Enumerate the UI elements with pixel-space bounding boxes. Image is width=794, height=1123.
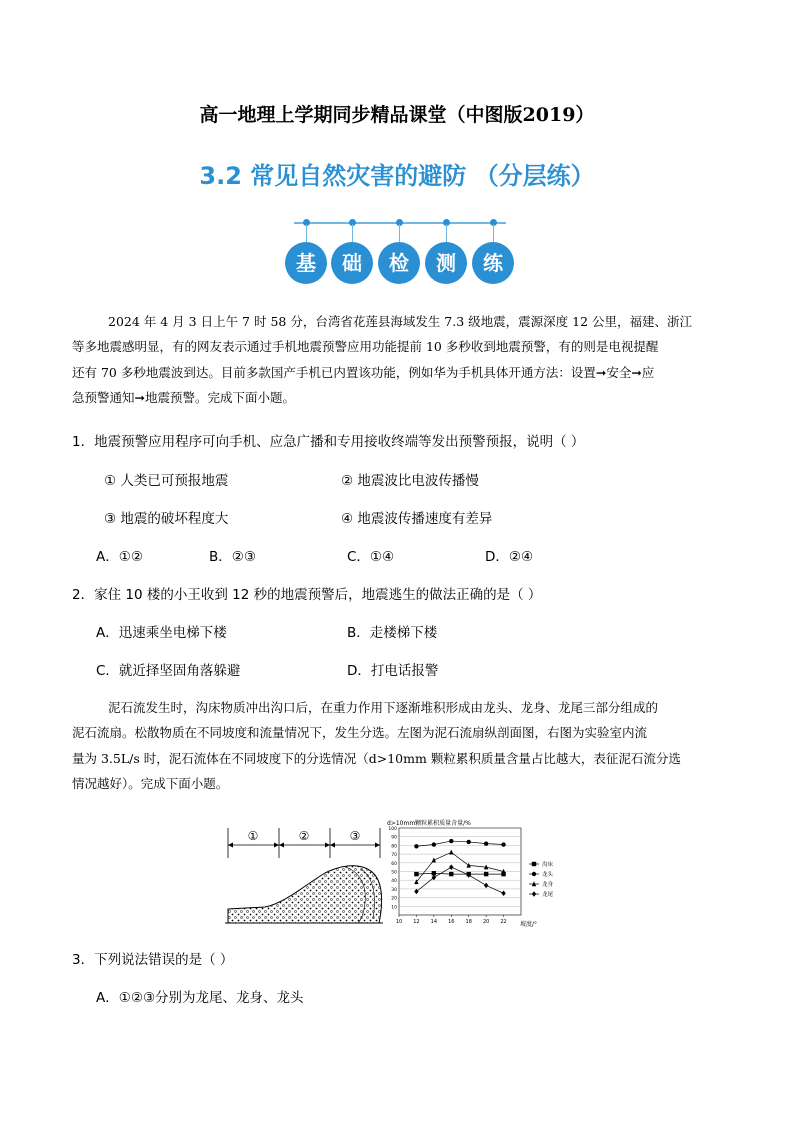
chart-point [501, 842, 505, 846]
passage-debris-flow-cont [72, 720, 722, 797]
passage-line: 还有 70 多秒地震波到达。目前多款国产手机已内置该功能，例如华为手机具体开通方法：设置➞安全➞应 [72, 364, 655, 380]
q1-choice-d[interactable]: D．②④ [485, 549, 534, 565]
q1-choice-b[interactable]: B．②③ [209, 549, 256, 565]
passage-line: 泥石流扇。松散物质在不同坡度和流量情况下，发生分选。左图为泥石流扇纵剖面图，右图为实验室内流 [72, 725, 648, 740]
chart-point [484, 841, 488, 845]
passage-line: 量为 3.5L/s 时，泥石流体在不同坡度下的分选情况（d>10mm 颗粒累积质量含量占比越大，表征泥石流分选 [72, 750, 681, 766]
q1-statement: ② 地震波比电波传播慢 [341, 473, 479, 489]
chart-series-line [416, 873, 503, 874]
section-badge: 础 [331, 242, 373, 284]
chart-point [449, 839, 453, 843]
decorative-tick [446, 224, 447, 242]
chart-point [414, 844, 418, 848]
chart-xlabel: 坡度/° [520, 921, 538, 928]
chart-point [532, 872, 536, 876]
decorative-tick [352, 224, 353, 242]
passage-debris-flow [72, 695, 722, 721]
fan-zone-label: ① [247, 829, 259, 843]
passage-line: 急预警通知➞地震预警。完成下面小题。 [72, 390, 295, 405]
chart-y-tick-label: 20 [391, 896, 397, 902]
chart-y-tick-label: 90 [391, 835, 397, 841]
fan-zone-label: ② [298, 829, 310, 843]
question-3-stem: 3．下列说法错误的是（ ） [72, 952, 234, 968]
chart-legend-label: 龙头 [542, 872, 554, 878]
chart-point [532, 862, 536, 866]
q2-choice-c[interactable]: C．就近择坚固角落躲避 [96, 663, 241, 679]
chart-point [467, 840, 471, 844]
chart-x-tick-label: 16 [448, 919, 455, 925]
chart-point [449, 864, 453, 870]
q1-statement: ③ 地震的破坏程度大 [104, 511, 229, 527]
chart-legend-label: 龙尾 [542, 892, 554, 898]
chart-y-tick-label: 50 [391, 870, 397, 876]
chart-legend-label: 沟床 [542, 862, 554, 868]
passage-line: 泥石流发生时，沟床物质冲出沟口后，在重力作用下逐渐堆积形成由龙头、龙身、龙尾三部分组成的 [108, 700, 659, 715]
decorative-tick [493, 224, 494, 242]
decorative-tick [399, 224, 400, 242]
passage-earthquake [72, 309, 722, 335]
q2-choice-d[interactable]: D．打电话报警 [347, 663, 439, 679]
chart-y-tick-label: 40 [391, 879, 397, 885]
q1-choice-a[interactable]: A．①② [96, 549, 143, 565]
chart-x-tick-label: 14 [430, 919, 438, 925]
chart-point [432, 842, 436, 846]
chart-ylabel: d>10mm颗粒累积质量含量/% [387, 820, 471, 827]
chart-y-tick-label: 70 [391, 853, 397, 859]
fan-zone-label: ③ [349, 829, 361, 843]
chart-point [532, 891, 536, 897]
q1-choice-c[interactable]: C．①④ [347, 549, 395, 565]
chart-x-tick-label: 12 [413, 919, 420, 925]
passage-line: 等多地震感明显，有的网友表示通过手机地震预警应用功能提前 10 多秒收到地震预警，有的则是电视提醒 [72, 339, 659, 354]
chart-y-tick-label: 100 [388, 827, 397, 832]
question-2-stem: 2．家住 10 楼的小王收到 12 秒的地震预警后，地震逃生的做法正确的是（ ） [72, 587, 542, 603]
chart-series-line [416, 852, 503, 882]
chart-point [484, 872, 488, 876]
section-badge: 检 [378, 242, 420, 284]
chart-x-tick-label: 10 [395, 919, 403, 925]
passage-line: 2024 年 4 月 3 日上午 7 时 58 分，台湾省花莲县海域发生 7.3 级地震，震源深度 12 公里，福建、浙江 [108, 314, 693, 329]
chart-point [414, 872, 418, 876]
chart-point [467, 863, 471, 868]
chart-legend-label: 龙身 [542, 882, 554, 888]
sorting-chart [383, 817, 563, 930]
q3-choice-a[interactable]: A．①②③分别为龙尾、龙身、龙头 [96, 990, 304, 1006]
chart-x-tick-label: 22 [500, 919, 507, 925]
chart-point [432, 857, 436, 862]
q2-choice-a[interactable]: A．迅速乘坐电梯下楼 [96, 625, 227, 641]
chart-x-tick-label: 18 [465, 919, 472, 925]
section-badge: 练 [472, 242, 514, 284]
q1-statement: ① 人类已可预报地震 [104, 473, 229, 489]
chart-point [484, 883, 488, 889]
chart-y-tick-label: 80 [391, 844, 397, 850]
chart-y-tick-label: 60 [391, 861, 397, 867]
chart-point [449, 850, 453, 855]
chart-point [414, 889, 418, 895]
chart-point [449, 872, 453, 876]
chart-point [501, 890, 505, 896]
chart-point [432, 875, 436, 881]
debris-fan-profile-figure [225, 823, 385, 928]
q1-statement: ④ 地震波传播速度有差异 [341, 511, 493, 527]
q2-choice-b[interactable]: B．走楼梯下楼 [347, 625, 438, 641]
decorative-tick [306, 224, 307, 242]
section-badge: 基 [285, 242, 327, 284]
chart-x-tick-label: 20 [482, 919, 490, 925]
section-badge: 测 [425, 242, 467, 284]
lesson-subtitle: 3.2 常见自然灾害的避防 （分层练） [199, 162, 595, 190]
question-1-stem: 1．地震预警应用程序可向手机、应急广播和专用接收终端等发出预警预报，说明（ ） [72, 434, 585, 450]
chart-y-tick-label: 30 [391, 887, 397, 893]
page-title: 高一地理上学期同步精品课堂（中图版2019） [199, 104, 595, 126]
passage-earthquake-cont [72, 334, 722, 411]
passage-line: 情况越好）。完成下面小题。 [72, 776, 229, 791]
chart-y-tick-label: 10 [391, 905, 397, 911]
chart-point [432, 871, 436, 875]
